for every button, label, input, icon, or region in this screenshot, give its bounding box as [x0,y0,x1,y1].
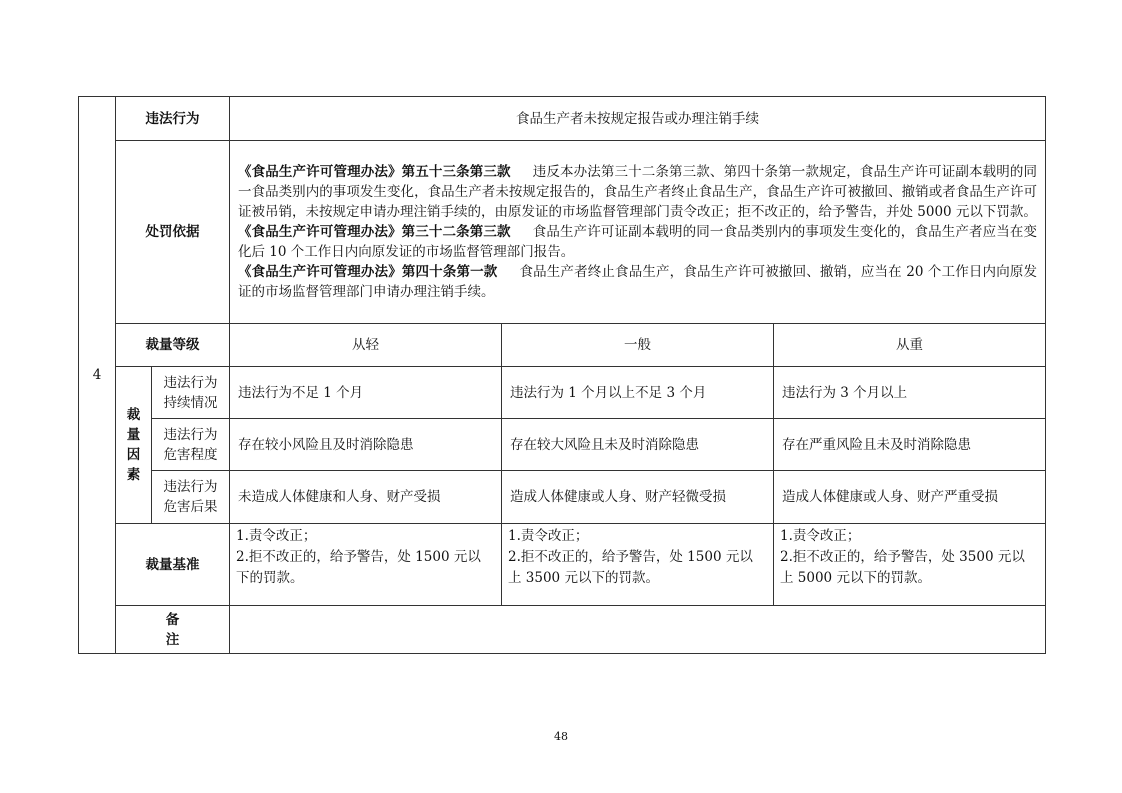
factor-value: 违法行为 3 个月以上 [774,367,1046,419]
row-number: 4 [79,97,116,654]
factor-value: 造成人体健康或人身、财产严重受损 [774,471,1046,524]
basis-clause [238,222,1037,262]
discretion-factors-label: 裁 量 因 素 [116,367,152,524]
penalty-basis-text [230,141,1046,324]
basis-clause [238,262,1037,302]
factor-value: 造成人体健康或人身、财产轻微受损 [502,471,774,524]
factor-value: 未造成人体健康和人身、财产受损 [230,471,502,524]
basis-clause-text: 食品生产许可证副本载明的同一食品类别内的事项发生变化的，食品生产者应当在变化后 10 个工作日内向原发证的市场监督管理部门报告。 [238,224,1038,260]
violation-value: 食品生产者未按规定报告或办理注销手续 [230,97,1046,141]
factor-value: 存在较小风险且及时消除隐患 [230,419,502,471]
standard-severe: 1.责令改正； 2.拒不改正的，给予警告，处 3500 元以 上 5000 元以下的罚款。 [774,524,1046,606]
basis-clause-title: 《食品生产许可管理办法》第五十三条第三款 [238,164,511,180]
penalty-discretion-table [78,96,1046,654]
discretion-standard-label: 裁量基准 [116,524,230,606]
standard-general: 1.责令改正； 2.拒不改正的，给予警告，处 1500 元以 上 3500 元以下的罚款。 [502,524,774,606]
factor-value: 存在较大风险且未及时消除隐患 [502,419,774,471]
standard-lenient: 1.责令改正； 2.拒不改正的，给予警告，处 1500 元以 下的罚款。 [230,524,502,606]
remarks-label: 备注 [116,606,230,654]
factor-label-duration: 违法行为 持续情况 [152,367,230,419]
level-lenient: 从轻 [230,324,502,367]
factor-value: 违法行为 1 个月以上不足 3 个月 [502,367,774,419]
factor-label-consequence: 违法行为 危害后果 [152,471,230,524]
basis-clause-text: 违反本办法第三十二条第三款、第四十条第一款规定，食品生产许可证副本载明的同一食品类别内的事项发生变化，食品生产者未按规定报告的，食品生产者终止食品生产，食品生产许可被撤回、撤销或者食品生产许可证被吊销，未按规定申请办理注销手续的，由原发证的市场监督管理部门责令改正；拒不改正的，给予警告，并处 5000 元以下罚款。 [238,164,1038,220]
discretion-level-label: 裁量等级 [116,324,230,367]
basis-clause [238,162,1037,222]
basis-clause-text: 食品生产者终止食品生产，食品生产许可被撤回、撤销，应当在 20 个工作日内向原发证的市场监督管理部门申请办理注销手续。 [238,264,1038,300]
basis-clause-title: 《食品生产许可管理办法》第四十条第一款 [238,264,498,280]
page-number: 48 [554,730,568,743]
factor-label-harm-degree: 违法行为 危害程度 [152,419,230,471]
factor-value: 存在严重风险且未及时消除隐患 [774,419,1046,471]
level-general: 一般 [502,324,774,367]
remarks-value [230,606,1046,654]
penalty-basis-label: 处罚依据 [116,141,230,324]
factor-value: 违法行为不足 1 个月 [230,367,502,419]
basis-clause-title: 《食品生产许可管理办法》第三十二条第三款 [238,224,511,240]
level-severe: 从重 [774,324,1046,367]
violation-label: 违法行为 [116,97,230,141]
